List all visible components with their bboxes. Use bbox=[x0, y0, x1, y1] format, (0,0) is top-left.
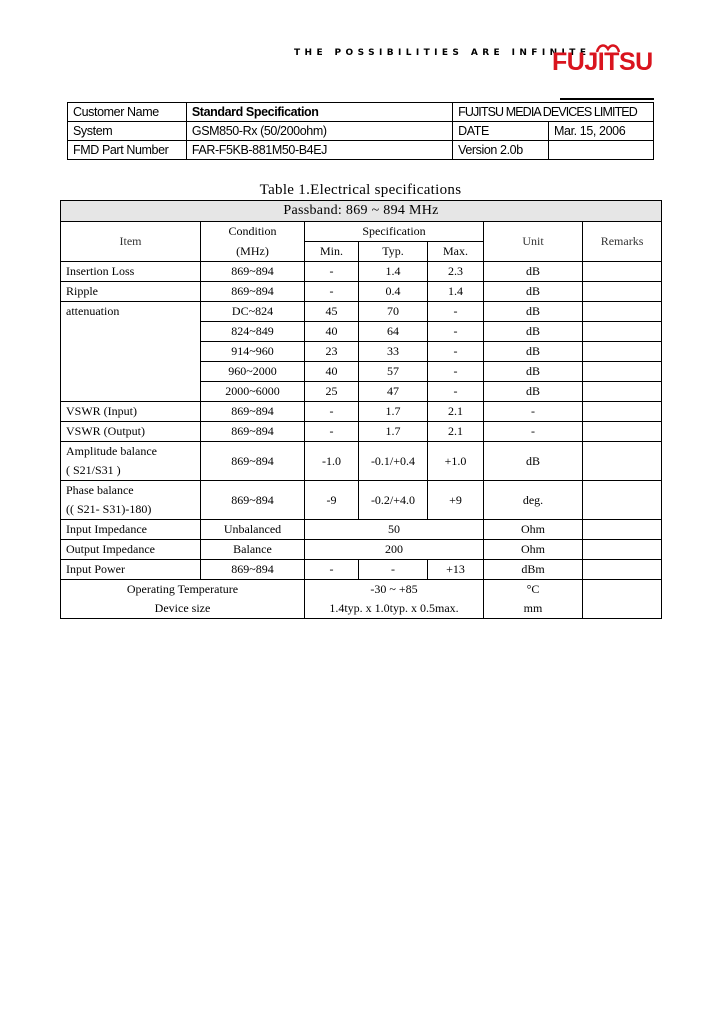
condition-cell: 869~894 bbox=[201, 560, 305, 580]
typ-cell: - bbox=[359, 560, 428, 580]
spec-table bbox=[60, 200, 662, 619]
unit-cell: dB bbox=[484, 322, 583, 342]
remarks-cell bbox=[583, 520, 662, 540]
unit-cell: dB bbox=[484, 442, 583, 481]
max-cell: 2.3 bbox=[428, 262, 484, 282]
condition-cell: 914~960 bbox=[201, 342, 305, 362]
condition-cell: 869~894 bbox=[201, 442, 305, 481]
unit-cell: dB bbox=[484, 342, 583, 362]
item-label: Input Impedance bbox=[61, 520, 201, 540]
typ-cell: 33 bbox=[359, 342, 428, 362]
spec-value-cell: 200 bbox=[305, 540, 484, 560]
table-row bbox=[61, 302, 662, 322]
table-row bbox=[61, 481, 662, 520]
item-label: VSWR (Input) bbox=[61, 402, 201, 422]
condition-cell: 869~894 bbox=[201, 422, 305, 442]
max-cell: +13 bbox=[428, 560, 484, 580]
typ-cell: -0.2/+4.0 bbox=[359, 481, 428, 520]
remarks-cell bbox=[583, 560, 662, 580]
unit-cell: Ohm bbox=[484, 520, 583, 540]
min-cell: 45 bbox=[305, 302, 359, 322]
remarks-cell bbox=[583, 382, 662, 402]
min-cell: -9 bbox=[305, 481, 359, 520]
col-specification: Specification bbox=[305, 222, 484, 242]
tagline: THE POSSIBILITIES ARE INFINITE bbox=[294, 48, 591, 58]
item-label bbox=[61, 481, 201, 520]
min-cell: 25 bbox=[305, 382, 359, 402]
table-row bbox=[61, 442, 662, 481]
remarks-cell bbox=[583, 322, 662, 342]
remarks-cell bbox=[583, 262, 662, 282]
unit-cell: dBm bbox=[484, 560, 583, 580]
passband-header: Passband: 869 ~ 894 MHz bbox=[61, 201, 662, 222]
col-condition: Condition bbox=[201, 222, 305, 242]
max-cell: - bbox=[428, 382, 484, 402]
table-row bbox=[61, 402, 662, 422]
min-cell: -1.0 bbox=[305, 442, 359, 481]
col-remarks: Remarks bbox=[583, 222, 662, 262]
table-row bbox=[61, 580, 662, 600]
min-cell: - bbox=[305, 402, 359, 422]
condition-cell: Balance bbox=[201, 540, 305, 560]
typ-cell: 0.4 bbox=[359, 282, 428, 302]
part-number-value: FAR-F5KB-881M50-B4EJ bbox=[186, 141, 452, 160]
remarks-cell bbox=[583, 362, 662, 382]
part-number-label: FMD Part Number bbox=[68, 141, 187, 160]
spec-value-cell: 1.4typ. x 1.0typ. x 0.5max. bbox=[305, 599, 484, 619]
typ-cell: 1.4 bbox=[359, 262, 428, 282]
item-label-line1: Amplitude balance bbox=[66, 444, 157, 458]
min-cell: - bbox=[305, 262, 359, 282]
col-typ: Typ. bbox=[359, 242, 428, 262]
max-cell: 1.4 bbox=[428, 282, 484, 302]
header-row bbox=[68, 103, 654, 122]
min-cell: 23 bbox=[305, 342, 359, 362]
unit-cell: Ohm bbox=[484, 540, 583, 560]
system-label: System bbox=[68, 122, 187, 141]
remarks-cell bbox=[583, 342, 662, 362]
min-cell: 40 bbox=[305, 362, 359, 382]
date-label: DATE bbox=[453, 122, 549, 141]
fujitsu-logo bbox=[552, 42, 656, 84]
min-cell: 40 bbox=[305, 322, 359, 342]
remarks-cell bbox=[583, 302, 662, 322]
unit-cell: °C bbox=[484, 580, 583, 600]
remarks-cell bbox=[583, 481, 662, 520]
remarks-cell bbox=[583, 442, 662, 481]
condition-cell: DC~824 bbox=[201, 302, 305, 322]
condition-cell: 869~894 bbox=[201, 481, 305, 520]
typ-cell: 64 bbox=[359, 322, 428, 342]
condition-cell: 869~894 bbox=[201, 262, 305, 282]
col-max: Max. bbox=[428, 242, 484, 262]
max-cell: - bbox=[428, 362, 484, 382]
spec-value-cell: -30 ~ +85 bbox=[305, 580, 484, 600]
date-value: Mar. 15, 2006 bbox=[549, 122, 654, 141]
typ-cell: 57 bbox=[359, 362, 428, 382]
col-min: Min. bbox=[305, 242, 359, 262]
remarks-cell bbox=[583, 540, 662, 560]
max-cell: +1.0 bbox=[428, 442, 484, 481]
min-cell: - bbox=[305, 422, 359, 442]
unit-cell: dB bbox=[484, 302, 583, 322]
typ-cell: 47 bbox=[359, 382, 428, 402]
max-cell: - bbox=[428, 322, 484, 342]
spec-value-cell: 50 bbox=[305, 520, 484, 540]
condition-cell: 2000~6000 bbox=[201, 382, 305, 402]
header-row bbox=[68, 122, 654, 141]
unit-cell: mm bbox=[484, 599, 583, 619]
max-cell: +9 bbox=[428, 481, 484, 520]
condition-cell: 869~894 bbox=[201, 282, 305, 302]
version-value: Version 2.0b bbox=[453, 141, 549, 160]
remarks-cell bbox=[583, 402, 662, 422]
max-cell: 2.1 bbox=[428, 402, 484, 422]
item-label: Ripple bbox=[61, 282, 201, 302]
customer-name-label: Customer Name bbox=[68, 103, 187, 122]
unit-cell: dB bbox=[484, 282, 583, 302]
condition-cell: 960~2000 bbox=[201, 362, 305, 382]
item-label: Device size bbox=[61, 599, 305, 619]
unit-cell: - bbox=[484, 422, 583, 442]
item-label-line1: Phase balance bbox=[66, 483, 134, 497]
unit-cell: - bbox=[484, 402, 583, 422]
item-label: Operating Temperature bbox=[61, 580, 305, 600]
item-label: VSWR (Output) bbox=[61, 422, 201, 442]
item-label bbox=[61, 442, 201, 481]
unit-cell: dB bbox=[484, 382, 583, 402]
item-label: Output Impedance bbox=[61, 540, 201, 560]
condition-cell: 869~894 bbox=[201, 402, 305, 422]
typ-cell: 70 bbox=[359, 302, 428, 322]
col-item: Item bbox=[61, 222, 201, 262]
table-row bbox=[61, 422, 662, 442]
condition-cell: 824~849 bbox=[201, 322, 305, 342]
remarks-cell bbox=[583, 422, 662, 442]
table-title: Table 1.Electrical specifications bbox=[259, 182, 462, 198]
max-cell: - bbox=[428, 302, 484, 322]
remarks-cell bbox=[583, 580, 662, 619]
item-label: attenuation bbox=[61, 302, 201, 402]
system-value: GSM850-Rx (50/200ohm) bbox=[186, 122, 452, 141]
company-name: FUJITSU MEDIA DEVICES LIMITED bbox=[453, 103, 654, 122]
typ-cell: 1.7 bbox=[359, 422, 428, 442]
item-label-line2: (( S21- S31)-180) bbox=[66, 502, 152, 516]
col-condition-unit: (MHz) bbox=[201, 242, 305, 262]
table-row bbox=[61, 520, 662, 540]
header-row bbox=[68, 141, 654, 160]
min-cell: - bbox=[305, 560, 359, 580]
item-label: Insertion Loss bbox=[61, 262, 201, 282]
item-label-line2: ( S21/S31 ) bbox=[66, 463, 121, 477]
min-cell: - bbox=[305, 282, 359, 302]
header-table bbox=[67, 102, 654, 160]
typ-cell: 1.7 bbox=[359, 402, 428, 422]
unit-cell: dB bbox=[484, 362, 583, 382]
col-unit: Unit bbox=[484, 222, 583, 262]
condition-cell: Unbalanced bbox=[201, 520, 305, 540]
table-row bbox=[61, 560, 662, 580]
max-cell: 2.1 bbox=[428, 422, 484, 442]
remarks-cell bbox=[583, 282, 662, 302]
table-row bbox=[61, 599, 662, 619]
unit-cell: dB bbox=[484, 262, 583, 282]
max-cell: - bbox=[428, 342, 484, 362]
document-type: Standard Specification bbox=[186, 103, 452, 122]
logo-rule bbox=[560, 98, 654, 100]
table-row bbox=[61, 262, 662, 282]
typ-cell: -0.1/+0.4 bbox=[359, 442, 428, 481]
blank-cell bbox=[549, 141, 654, 160]
unit-cell: deg. bbox=[484, 481, 583, 520]
logo-text: FUJITSU bbox=[552, 48, 653, 76]
table-row bbox=[61, 540, 662, 560]
item-label: Input Power bbox=[61, 560, 201, 580]
table-row bbox=[61, 282, 662, 302]
